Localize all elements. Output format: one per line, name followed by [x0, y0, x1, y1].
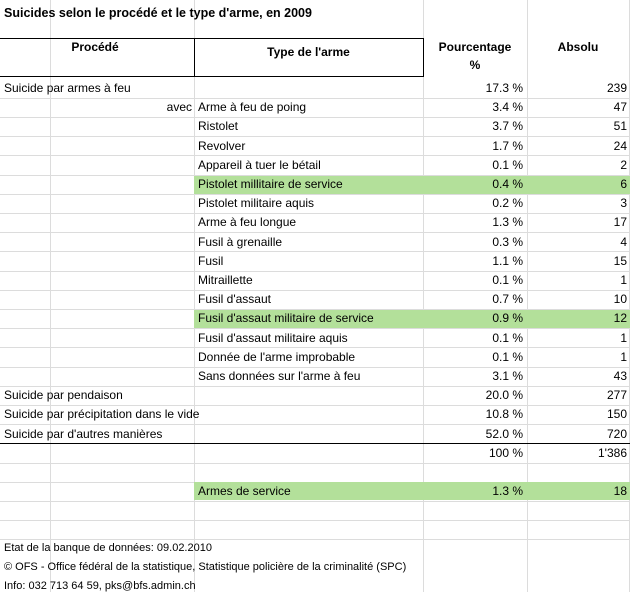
row-type: Donnée de l'arme improbable [198, 349, 356, 364]
row-abs: 17 [613, 215, 627, 230]
row-abs: 1 [620, 273, 627, 287]
row-type: Appareil à tuer le bétail [198, 157, 321, 172]
summary-type: Armes de service [198, 484, 291, 498]
row-type: Fusil d'assaut militaire de service [198, 311, 374, 326]
row-procede: Suicide par pendaison [4, 388, 123, 403]
row-pct: 0.2 % [492, 196, 523, 211]
row-type: Sans données sur l'arme à feu [198, 369, 361, 383]
row-pct: 0.7 % [492, 292, 523, 307]
header-border-bottom [0, 76, 423, 77]
row-pct: 10.8 % [485, 407, 523, 422]
summary-pct: 1.3 % [492, 484, 523, 498]
row-pct: 0.9 % [492, 311, 523, 326]
row-procede: Suicide par d'autres manières [4, 426, 163, 441]
row-type: Arme à feu longue [198, 215, 297, 230]
gridline [194, 0, 195, 592]
row-type: Fusil d'assaut [198, 292, 271, 307]
header-pourcentage-unit: % [469, 58, 481, 72]
total-border [0, 443, 630, 444]
row-abs: 2 [620, 157, 627, 172]
row-type: Pistolet millitaire de service [198, 177, 343, 191]
row-type: Arme à feu de poing [198, 100, 307, 115]
row-pct: 0.1 % [492, 330, 523, 345]
row-abs: 47 [613, 100, 627, 115]
row-pct: 1.3 % [492, 215, 523, 230]
row-abs: 4 [620, 234, 627, 249]
row-abs: 1 [620, 349, 627, 364]
row-prefix: avec [166, 100, 192, 115]
gridline [0, 520, 630, 521]
row-pct: 0.1 % [492, 273, 523, 287]
row-pct: 100 % [488, 445, 523, 460]
gridline [0, 501, 630, 502]
header-pourcentage: Pourcentage [438, 40, 512, 54]
row-pct: 0.3 % [492, 234, 523, 249]
row-pct: 20.0 % [485, 388, 523, 403]
row-pct: 17.3 % [485, 81, 523, 95]
header-type-arme: Type de l'arme [267, 45, 350, 59]
row-abs: 277 [606, 388, 627, 403]
row-pct: 0.1 % [492, 157, 523, 172]
row-type: Fusil d'assaut militaire aquis [198, 330, 348, 345]
row-pct: 52.0 % [485, 426, 523, 441]
row-abs: 12 [613, 311, 627, 326]
row-type: Revolver [198, 138, 246, 153]
row-pct: 3.4 % [492, 100, 523, 115]
footer-date: Etat de la banque de données: 09.02.2010 [4, 542, 212, 554]
row-abs: 51 [613, 119, 627, 134]
summary-abs: 18 [613, 484, 627, 498]
row-pct: 0.4 % [492, 177, 523, 191]
row-abs: 10 [613, 292, 627, 307]
gridline [0, 463, 630, 464]
row-abs: 6 [620, 177, 627, 191]
header-procede: Procédé [71, 40, 119, 54]
row-abs: 1'386 [598, 445, 627, 460]
row-type: Pistolet militaire aquis [198, 196, 315, 211]
footer-source: © OFS - Office fédéral de la statistique, Statistique policière de la criminalité (SPC) [4, 561, 407, 573]
row-abs: 720 [606, 426, 627, 441]
row-abs: 24 [613, 138, 627, 153]
row-type: Fusil [198, 253, 224, 268]
row-type: Fusil à grenaille [198, 234, 283, 249]
row-abs: 43 [613, 369, 627, 383]
row-abs: 3 [620, 196, 627, 211]
row-procede: Suicide par armes à feu [4, 81, 131, 95]
row-abs: 239 [606, 81, 627, 95]
row-type: Ristolet [198, 119, 239, 134]
row-abs: 1 [620, 330, 627, 345]
footer-info: Info: 032 713 64 59, pks@bfs.admin.ch [4, 580, 196, 592]
row-pct: 1.1 % [492, 253, 523, 268]
row-pct: 3.7 % [492, 119, 523, 134]
header-absolu: Absolu [557, 40, 599, 54]
row-procede: Suicide par précipitation dans le vide [4, 407, 200, 422]
page-title: Suicides selon le procédé et le type d'arme, en 2009 [4, 6, 312, 20]
row-abs: 15 [613, 253, 627, 268]
row-pct: 1.7 % [492, 138, 523, 153]
row-pct: 3.1 % [492, 369, 523, 383]
row-abs: 150 [606, 407, 627, 422]
row-pct: 0.1 % [492, 349, 523, 364]
row-type: Mitraillette [198, 273, 253, 287]
